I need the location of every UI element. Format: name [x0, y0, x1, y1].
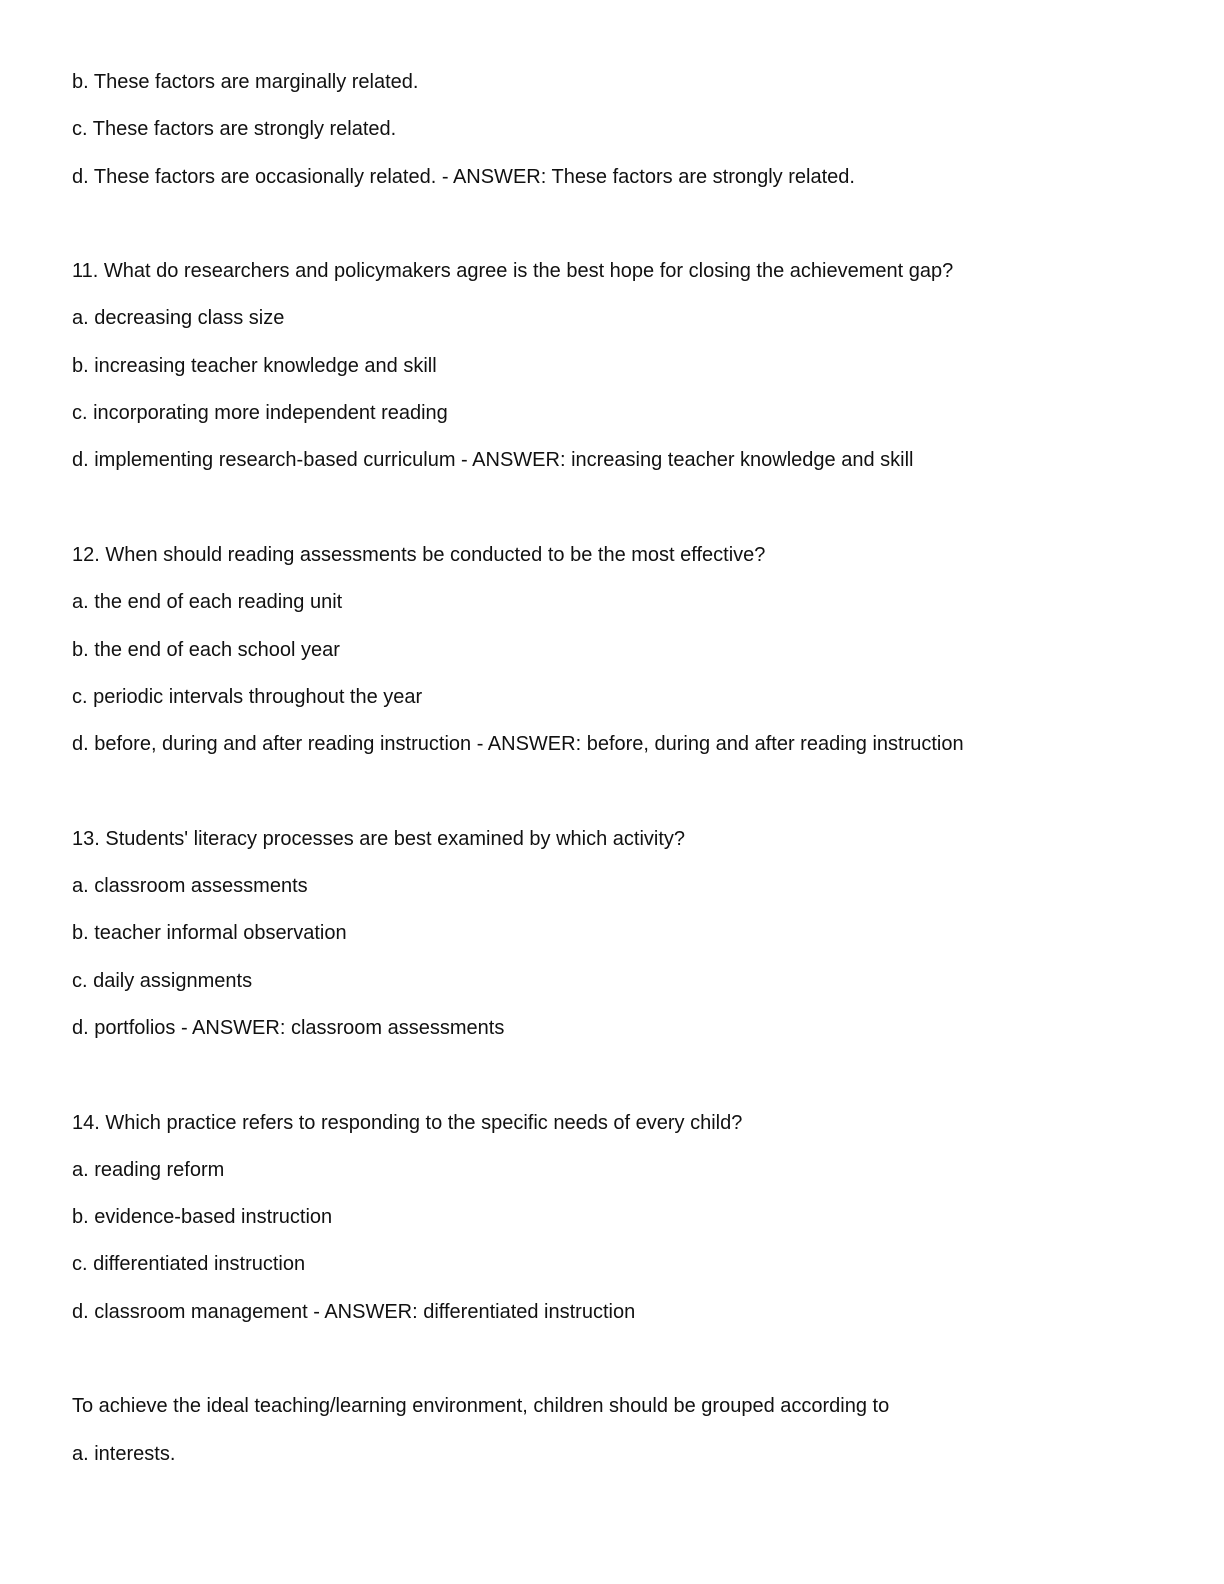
answer-option-d-with-answer: d. classroom management - ANSWER: differentiated instruction: [72, 1300, 636, 1323]
answer-option-a: a. classroom assessments: [72, 875, 308, 898]
answer-option-b: b. These factors are marginally related.: [72, 71, 419, 93]
document-page: [72, 70, 1172, 1489]
answer-option-d-with-answer: d. portfolios - ANSWER: classroom assessments: [72, 1016, 505, 1039]
block-spacer: [72, 496, 1172, 543]
answer-option-a: a. the end of each reading unit: [72, 591, 343, 614]
block-spacer: [72, 1347, 1172, 1394]
question-text: 12. When should reading assessments be conducted to be the most effective?: [72, 543, 766, 566]
block-spacer: [72, 1063, 1172, 1110]
question-text: To achieve the ideal teaching/learning environment, children should be grouped according to: [72, 1395, 890, 1418]
answer-option-b: b. teacher informal observation: [72, 922, 347, 945]
question-block: [72, 259, 1172, 472]
block-spacer: [72, 212, 1172, 259]
question-text: 14. Which practice refers to responding to the specific needs of every child?: [72, 1111, 743, 1134]
question-block: [72, 1394, 1172, 1465]
question-block: [72, 70, 1172, 189]
answer-option-d-with-answer: d. before, during and after reading instruction - ANSWER: before, during and after reading instruction: [72, 733, 964, 756]
answer-option-c: c. differentiated instruction: [72, 1253, 306, 1276]
answer-option-d-with-answer: d. These factors are occasionally related. - ANSWER: These factors are strongly related.: [72, 165, 855, 188]
answer-option-c: c. periodic intervals throughout the year: [72, 685, 423, 708]
answer-option-b: b. increasing teacher knowledge and skill: [72, 354, 437, 377]
answer-option-c: c. These factors are strongly related.: [72, 118, 397, 141]
question-text: 11. What do researchers and policymakers agree is the best hope for closing the achievement gap?: [72, 260, 954, 283]
answer-option-c: c. incorporating more independent reading: [72, 402, 448, 425]
question-block: [72, 1111, 1172, 1324]
answer-option-a: a. reading reform: [72, 1158, 225, 1181]
answer-option-a: a. decreasing class size: [72, 307, 285, 330]
answer-option-d-with-answer: d. implementing research-based curriculum - ANSWER: increasing teacher knowledge and skill: [72, 449, 914, 472]
question-block: [72, 827, 1172, 1040]
question-text: 13. Students' literacy processes are best examined by which activity?: [72, 827, 686, 850]
answer-option-b: b. evidence-based instruction: [72, 1206, 333, 1229]
block-spacer: [72, 779, 1172, 826]
answer-option-b: b. the end of each school year: [72, 638, 340, 661]
question-block: [72, 543, 1172, 756]
answer-option-c: c. daily assignments: [72, 969, 253, 992]
answer-option-a: a. interests.: [72, 1442, 176, 1465]
